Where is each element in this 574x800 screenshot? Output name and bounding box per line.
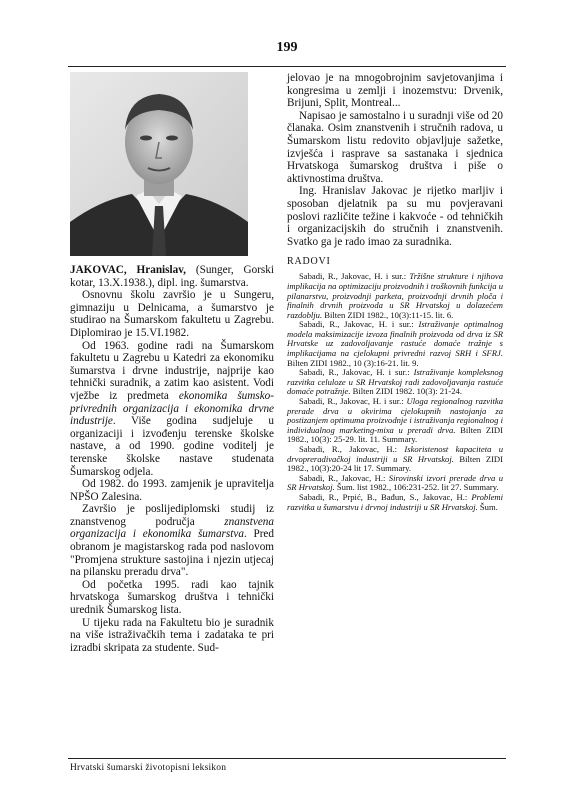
radovi-list	[287, 272, 503, 512]
reference-item	[287, 397, 503, 445]
reference-item	[287, 493, 503, 512]
bio-text: Od 1963. godine radi na Šumarskom fakultetu u Zagrebu u Katedri za ekonomiku šumarstva i drvne industrije, najprije kao tehnički suradnik, a zatim kao asistent. Vodi vježbe iz predmeta	[70, 339, 274, 402]
reference-authors: Sabadi, R., Jakovac, H.:	[299, 444, 405, 454]
reference-authors: Sabadi, R., Jakovac, H. i sur.:	[299, 367, 414, 378]
bio-paragraph: Osnovnu školu završio je u Sungeru, gimnaziju u Delnicama, a šumarstvo je studirao na Šumarskom fakultetu u Zagrebu. Diplomirao je 15.VI.1982.	[70, 289, 274, 339]
bio-paragraph	[70, 340, 274, 479]
reference-source: Bilten ZIDI 1982., 10 (3):16-21. lit. 9.	[287, 357, 419, 368]
left-column	[70, 72, 274, 654]
bio-paragraph: Ing. Hranislav Jakovac je rijetko marljiv i sposoban djelatnik pa su mu povjeravani poslovi različite težine i kakvoće - od tehničkih i organizacijskih do stručnih i znanstvenih. Svatko ga je rado imao za suradnika.	[287, 185, 503, 248]
reference-source: Bilten ZIDI 1982. 10(3): 21-24.	[350, 386, 462, 397]
reference-authors: Sabadi, R., Jakovac, H. i sur.:	[299, 271, 410, 282]
reference-title: Istraživanje kompleksnog razvitka celuloze u SR Hrvatskoj radi zadovoljavanja rastuće domaće potražnje.	[287, 367, 503, 397]
bio-text: . Više godina sudjeluje u organizaciji i izvođenju terenske školske nastave, a od 1990. godine voditelj je terenske školske nastave studenata Šumarskog odjela.	[70, 415, 274, 478]
page-number: 199	[276, 40, 298, 55]
reference-authors: Sabadi, R., Jakovac, H. i sur.:	[299, 396, 407, 407]
right-column	[287, 72, 503, 512]
reference-item	[287, 474, 503, 493]
reference-title: Tržišne strukture i njihova implikacija na optimizaciju proizvodnih i troškovnih funkcija u pilanarstvu, proizvodnji parketa, proizvodnji drvnih ploča i finalnih drvnih proizvoda u SR Hrvatskoj u dolazećem razdoblju.	[287, 271, 503, 320]
reference-source: Šum. list 1982., 106:231-252. lit 27. Summary.	[334, 482, 499, 493]
bio-paragraph: Od početka 1995. radi kao tajnik hrvatskoga šumarskog društva i tehnički urednik Šumarskog lista.	[70, 578, 274, 617]
reference-item	[287, 272, 503, 320]
reference-title: Uloga regionalnog razvitka prerade drva u okvirima cjelokupnih nastojanja za postizanjem optimuma proizvodnje i istraživanja regionalnog i individualnog marketing-mixa u preradi drva.	[287, 396, 504, 435]
reference-source: Šum.	[477, 501, 498, 512]
bio-text: . Pred obranom je magistarskog rada pod naslovom "Promjena strukture sastojina i njezin utjecaj na pilansku preradu drva".	[70, 528, 274, 579]
reference-title: Sirovinski izvori prerade drva u SR Hrvatskoj.	[287, 472, 503, 493]
bio-italic-subjects: ekonomika šumsko-privrednih organizacija i ekonomika drvne industrije	[70, 389, 274, 428]
bio-paragraph: U tijeku rada na Fakultetu bio je suradnik na više istraživačkih tema i zadataka te pri izradbi skripata za studente. Sud-	[70, 616, 274, 654]
reference-title: Istraživanje optimalnog modela maksimizacije izvoza finalnih proizvoda od drva iz SR Hrvatske uz zadovoljavanje rastuće domaće tražnje s implikacijama na cjelokupni privredni razvoj SRH i SFRJ.	[287, 319, 503, 359]
bio-text: Završio je poslijediplomski studij iz znanstvenog područja	[70, 503, 274, 528]
person-name: JAKOVAC, Hranislav,	[70, 264, 186, 276]
header-rule	[68, 66, 506, 67]
reference-source: Bilten ZIDI 1982., 10(3):11-15. lit. 6.	[322, 309, 454, 320]
reference-authors: Sabadi, R., Jakovac, H.:	[299, 472, 389, 483]
bio-paragraph: Od 1982. do 1993. zamjenik je upravitelja NPŠO Zalesina.	[70, 478, 274, 503]
bio-italic-field: znanstvena organizacija i ekonomika šumarstva	[70, 515, 274, 541]
reference-title: Problemi razvitka u šumarstvu i drvnoj industriji u SR Hrvatskoj.	[287, 491, 503, 512]
bio-paragraph: Napisao je samostalno i u suradnji više od 20 članaka. Osim znanstvenih i stručnih radova, u Šumarskom listu redovito objavljuje sažetke, izvješća i rasprave sa sastanaka i sjednica Hrvatskoga šumarskog društva i piše o aktivnostima društva.	[287, 109, 503, 185]
portrait-image	[70, 72, 248, 256]
radovi-heading: RADOVI	[287, 256, 331, 268]
reference-authors: Sabadi, R., Jakovac, H. i sur.:	[299, 319, 419, 330]
bio-paragraph: jelovao je na mnogobrojnim savjetovanjima i kongresima u zemlji i inozemstvu: Drvenik, Brijuni, Split, Montreal...	[287, 72, 503, 110]
bio-paragraph	[70, 503, 274, 579]
reference-title: Iskoristenost kapaciteta u drvopreradivačkoj industriji u SR Hrvatskoj.	[287, 444, 504, 464]
reference-source: Bilten ZIDI 1982., 10(3): 25-29. lit. 11. Summary.	[287, 424, 504, 445]
entry-heading	[70, 264, 274, 289]
reference-item	[287, 320, 503, 368]
entry-intro: (Sunger, Gorski kotar, 13.X.1938.), dipl. ing. šumarstva.	[70, 264, 274, 289]
reference-item	[287, 368, 503, 397]
reference-authors: Sabadi, R., Prpić, B., Bađun, S., Jakovac, H.:	[299, 491, 472, 502]
footer-text: Hrvatski šumarski životopisni leksikon	[70, 763, 227, 773]
footer-rule	[68, 758, 506, 759]
portrait-photo	[70, 72, 248, 256]
reference-source: Bilten ZIDI 1982., 10(3):20-24 lit 17. Summary.	[287, 453, 503, 474]
reference-item	[287, 445, 503, 474]
